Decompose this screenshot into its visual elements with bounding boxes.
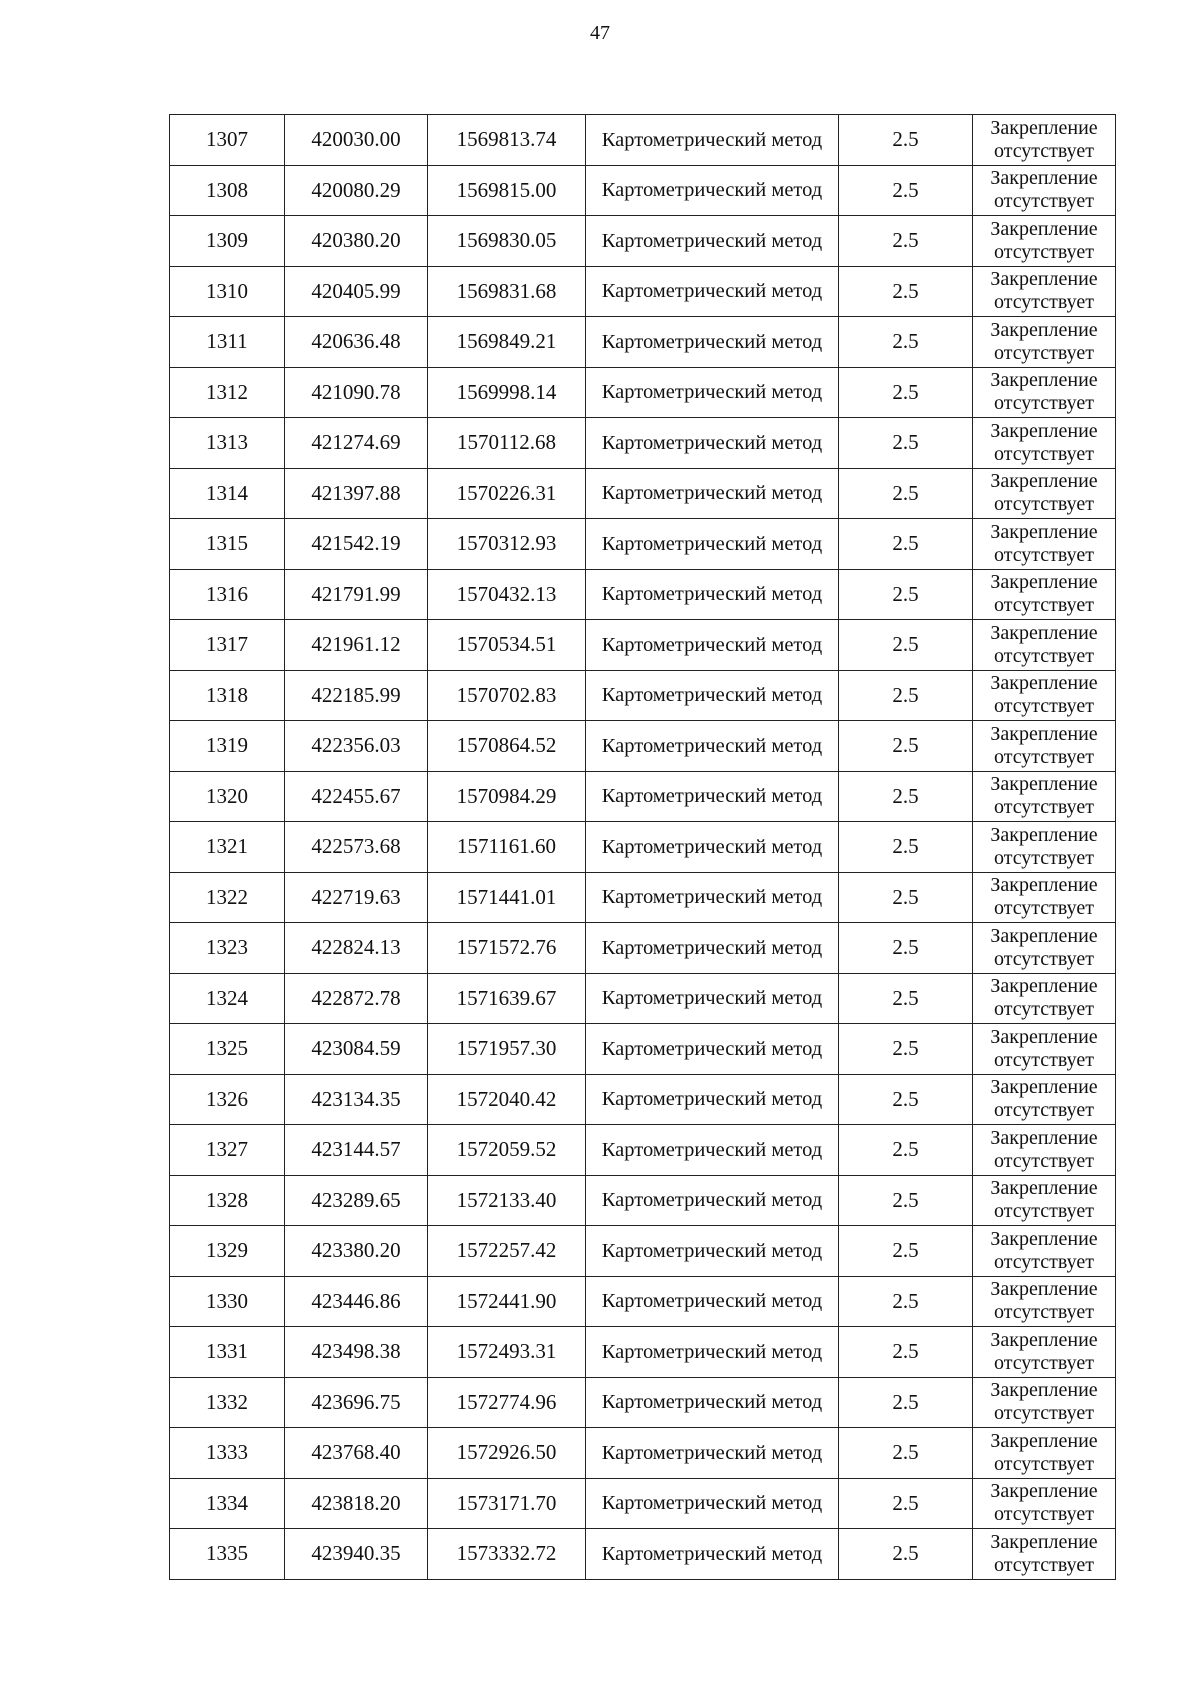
- x-coordinate-cell: 423380.20: [285, 1226, 428, 1277]
- marker-note-line-1: Закрепление: [990, 419, 1098, 442]
- y-coordinate-cell: 1571161.60: [428, 822, 586, 873]
- method-cell: Картометрический метод: [586, 468, 839, 519]
- point-number-cell: 1316: [170, 569, 285, 620]
- marker-note-line-1: Закрепление: [990, 1530, 1098, 1553]
- accuracy-cell: 2.5: [839, 468, 973, 519]
- accuracy-cell: 2.5: [839, 367, 973, 418]
- table-row: [170, 418, 1116, 469]
- x-coordinate-cell: 422356.03: [285, 721, 428, 772]
- point-number-cell: 1323: [170, 923, 285, 974]
- marker-note-cell: [973, 317, 1116, 368]
- marker-note-line-2: отсутствует: [993, 1351, 1095, 1374]
- table-row: [170, 1125, 1116, 1176]
- marker-note-line-2: отсутствует: [993, 1250, 1095, 1273]
- point-number-cell: 1325: [170, 1024, 285, 1075]
- x-coordinate-cell: 423818.20: [285, 1478, 428, 1529]
- point-number-cell: 1331: [170, 1327, 285, 1378]
- accuracy-cell: 2.5: [839, 771, 973, 822]
- marker-note-cell: [973, 569, 1116, 620]
- method-cell: Картометрический метод: [586, 1024, 839, 1075]
- accuracy-cell: 2.5: [839, 1327, 973, 1378]
- marker-note-line-1: Закрепление: [990, 1227, 1098, 1250]
- accuracy-cell: 2.5: [839, 1529, 973, 1580]
- marker-note-line-1: Закрепление: [990, 167, 1098, 190]
- x-coordinate-cell: 422719.63: [285, 872, 428, 923]
- y-coordinate-cell: 1570112.68: [428, 418, 586, 469]
- method-cell: Картометрический метод: [586, 771, 839, 822]
- method-cell: Картометрический метод: [586, 367, 839, 418]
- method-cell: Картометрический метод: [586, 1377, 839, 1428]
- marker-note-line-2: отсутствует: [993, 1149, 1095, 1172]
- y-coordinate-cell: 1573171.70: [428, 1478, 586, 1529]
- table-row: [170, 1428, 1116, 1479]
- marker-note-line-2: отсутствует: [993, 543, 1095, 566]
- accuracy-cell: 2.5: [839, 1478, 973, 1529]
- method-cell: Картометрический метод: [586, 1276, 839, 1327]
- method-cell: Картометрический метод: [586, 1125, 839, 1176]
- method-cell: Картометрический метод: [586, 1074, 839, 1125]
- method-cell: Картометрический метод: [586, 1529, 839, 1580]
- x-coordinate-cell: 421542.19: [285, 519, 428, 570]
- marker-note-cell: [973, 1327, 1116, 1378]
- y-coordinate-cell: 1569830.05: [428, 216, 586, 267]
- x-coordinate-cell: 423696.75: [285, 1377, 428, 1428]
- x-coordinate-cell: 423289.65: [285, 1175, 428, 1226]
- x-coordinate-cell: 422455.67: [285, 771, 428, 822]
- accuracy-cell: 2.5: [839, 1024, 973, 1075]
- marker-note-cell: [973, 216, 1116, 267]
- marker-note-line-1: Закрепление: [990, 217, 1098, 240]
- point-number-cell: 1328: [170, 1175, 285, 1226]
- x-coordinate-cell: 422185.99: [285, 670, 428, 721]
- y-coordinate-cell: 1572441.90: [428, 1276, 586, 1327]
- table-row: [170, 216, 1116, 267]
- y-coordinate-cell: 1572493.31: [428, 1327, 586, 1378]
- point-number-cell: 1333: [170, 1428, 285, 1479]
- x-coordinate-cell: 423498.38: [285, 1327, 428, 1378]
- marker-note-line-2: отсутствует: [993, 493, 1095, 516]
- x-coordinate-cell: 421961.12: [285, 620, 428, 671]
- marker-note-line-1: Закрепление: [990, 520, 1098, 543]
- x-coordinate-cell: 423768.40: [285, 1428, 428, 1479]
- marker-note-cell: [973, 1478, 1116, 1529]
- marker-note-line-2: отсутствует: [993, 1301, 1095, 1324]
- x-coordinate-cell: 422824.13: [285, 923, 428, 974]
- marker-note-line-2: отсутствует: [993, 1099, 1095, 1122]
- method-cell: Картометрический метод: [586, 620, 839, 671]
- marker-note-cell: [973, 1125, 1116, 1176]
- point-number-cell: 1322: [170, 872, 285, 923]
- accuracy-cell: 2.5: [839, 115, 973, 166]
- marker-note-line-2: отсутствует: [993, 1200, 1095, 1223]
- accuracy-cell: 2.5: [839, 1175, 973, 1226]
- marker-note-line-2: отсутствует: [993, 897, 1095, 920]
- marker-note-cell: [973, 468, 1116, 519]
- method-cell: Картометрический метод: [586, 1327, 839, 1378]
- method-cell: Картометрический метод: [586, 1478, 839, 1529]
- accuracy-cell: 2.5: [839, 266, 973, 317]
- marker-note-line-1: Закрепление: [990, 1278, 1098, 1301]
- marker-note-line-1: Закрепление: [990, 823, 1098, 846]
- table-row: [170, 872, 1116, 923]
- marker-note-line-2: отсутствует: [993, 1452, 1095, 1475]
- marker-note-line-2: отсутствует: [993, 745, 1095, 768]
- accuracy-cell: 2.5: [839, 216, 973, 267]
- point-number-cell: 1326: [170, 1074, 285, 1125]
- marker-note-cell: [973, 1428, 1116, 1479]
- table-row: [170, 771, 1116, 822]
- marker-note-cell: [973, 822, 1116, 873]
- marker-note-cell: [973, 1377, 1116, 1428]
- marker-note-line-2: отсутствует: [993, 695, 1095, 718]
- marker-note-cell: [973, 923, 1116, 974]
- point-number-cell: 1321: [170, 822, 285, 873]
- point-number-cell: 1330: [170, 1276, 285, 1327]
- table-body: [170, 115, 1116, 1580]
- y-coordinate-cell: 1570984.29: [428, 771, 586, 822]
- table-row: [170, 115, 1116, 166]
- marker-note-line-1: Закрепление: [990, 318, 1098, 341]
- marker-note-line-2: отсутствует: [993, 442, 1095, 465]
- marker-note-cell: [973, 771, 1116, 822]
- table-row: [170, 569, 1116, 620]
- table-row: [170, 468, 1116, 519]
- x-coordinate-cell: 423940.35: [285, 1529, 428, 1580]
- y-coordinate-cell: 1572257.42: [428, 1226, 586, 1277]
- point-number-cell: 1319: [170, 721, 285, 772]
- marker-note-line-2: отсутствует: [993, 392, 1095, 415]
- table-row: [170, 620, 1116, 671]
- marker-note-line-2: отсутствует: [993, 190, 1095, 213]
- table-row: [170, 1074, 1116, 1125]
- marker-note-line-1: Закрепление: [990, 1126, 1098, 1149]
- y-coordinate-cell: 1572040.42: [428, 1074, 586, 1125]
- method-cell: Картометрический метод: [586, 165, 839, 216]
- marker-note-cell: [973, 973, 1116, 1024]
- method-cell: Картометрический метод: [586, 721, 839, 772]
- x-coordinate-cell: 423446.86: [285, 1276, 428, 1327]
- y-coordinate-cell: 1570312.93: [428, 519, 586, 570]
- marker-note-cell: [973, 115, 1116, 166]
- marker-note-line-1: Закрепление: [990, 1328, 1098, 1351]
- method-cell: Картометрический метод: [586, 923, 839, 974]
- marker-note-line-1: Закрепление: [990, 1480, 1098, 1503]
- accuracy-cell: 2.5: [839, 670, 973, 721]
- method-cell: Картометрический метод: [586, 1226, 839, 1277]
- marker-note-line-2: отсутствует: [993, 947, 1095, 970]
- marker-note-line-2: отсутствует: [993, 796, 1095, 819]
- table-row: [170, 317, 1116, 368]
- boundary-points-table: [169, 114, 1116, 1580]
- x-coordinate-cell: 423134.35: [285, 1074, 428, 1125]
- marker-note-line-1: Закрепление: [990, 1379, 1098, 1402]
- point-number-cell: 1307: [170, 115, 285, 166]
- y-coordinate-cell: 1569998.14: [428, 367, 586, 418]
- marker-note-line-1: Закрепление: [990, 975, 1098, 998]
- y-coordinate-cell: 1573332.72: [428, 1529, 586, 1580]
- accuracy-cell: 2.5: [839, 973, 973, 1024]
- accuracy-cell: 2.5: [839, 519, 973, 570]
- method-cell: Картометрический метод: [586, 822, 839, 873]
- y-coordinate-cell: 1572059.52: [428, 1125, 586, 1176]
- page-number: 47: [590, 22, 610, 44]
- y-coordinate-cell: 1570432.13: [428, 569, 586, 620]
- method-cell: Картометрический метод: [586, 266, 839, 317]
- point-number-cell: 1308: [170, 165, 285, 216]
- marker-note-line-1: Закрепление: [990, 470, 1098, 493]
- marker-note-line-1: Закрепление: [990, 1025, 1098, 1048]
- table-row: [170, 1024, 1116, 1075]
- point-number-cell: 1324: [170, 973, 285, 1024]
- table-row: [170, 1377, 1116, 1428]
- table-row: [170, 1226, 1116, 1277]
- x-coordinate-cell: 423084.59: [285, 1024, 428, 1075]
- point-number-cell: 1329: [170, 1226, 285, 1277]
- marker-note-line-1: Закрепление: [990, 924, 1098, 947]
- point-number-cell: 1310: [170, 266, 285, 317]
- x-coordinate-cell: 420030.00: [285, 115, 428, 166]
- method-cell: Картометрический метод: [586, 569, 839, 620]
- marker-note-line-1: Закрепление: [990, 116, 1098, 139]
- marker-note-cell: [973, 1226, 1116, 1277]
- point-number-cell: 1332: [170, 1377, 285, 1428]
- point-number-cell: 1311: [170, 317, 285, 368]
- marker-note-cell: [973, 721, 1116, 772]
- method-cell: Картометрический метод: [586, 670, 839, 721]
- marker-note-cell: [973, 620, 1116, 671]
- point-number-cell: 1318: [170, 670, 285, 721]
- y-coordinate-cell: 1570226.31: [428, 468, 586, 519]
- table-row: [170, 519, 1116, 570]
- y-coordinate-cell: 1572926.50: [428, 1428, 586, 1479]
- point-number-cell: 1335: [170, 1529, 285, 1580]
- marker-note-cell: [973, 519, 1116, 570]
- table-row: [170, 721, 1116, 772]
- accuracy-cell: 2.5: [839, 872, 973, 923]
- marker-note-line-1: Закрепление: [990, 722, 1098, 745]
- accuracy-cell: 2.5: [839, 317, 973, 368]
- table-row: [170, 973, 1116, 1024]
- y-coordinate-cell: 1570534.51: [428, 620, 586, 671]
- marker-note-line-2: отсутствует: [993, 594, 1095, 617]
- point-number-cell: 1315: [170, 519, 285, 570]
- method-cell: Картометрический метод: [586, 1428, 839, 1479]
- method-cell: Картометрический метод: [586, 216, 839, 267]
- x-coordinate-cell: 420080.29: [285, 165, 428, 216]
- method-cell: Картометрический метод: [586, 1175, 839, 1226]
- method-cell: Картометрический метод: [586, 519, 839, 570]
- marker-note-cell: [973, 872, 1116, 923]
- marker-note-cell: [973, 418, 1116, 469]
- point-number-cell: 1309: [170, 216, 285, 267]
- method-cell: Картометрический метод: [586, 418, 839, 469]
- method-cell: Картометрический метод: [586, 317, 839, 368]
- x-coordinate-cell: 421397.88: [285, 468, 428, 519]
- x-coordinate-cell: 420405.99: [285, 266, 428, 317]
- marker-note-line-1: Закрепление: [990, 773, 1098, 796]
- point-number-cell: 1317: [170, 620, 285, 671]
- marker-note-line-2: отсутствует: [993, 291, 1095, 314]
- marker-note-cell: [973, 1074, 1116, 1125]
- table-row: [170, 1478, 1116, 1529]
- marker-note-cell: [973, 1276, 1116, 1327]
- accuracy-cell: 2.5: [839, 1074, 973, 1125]
- table-row: [170, 670, 1116, 721]
- y-coordinate-cell: 1571957.30: [428, 1024, 586, 1075]
- marker-note-line-2: отсутствует: [993, 644, 1095, 667]
- marker-note-cell: [973, 1529, 1116, 1580]
- marker-note-line-2: отсутствует: [993, 1402, 1095, 1425]
- table-row: [170, 1175, 1116, 1226]
- point-number-cell: 1312: [170, 367, 285, 418]
- marker-note-line-1: Закрепление: [990, 1177, 1098, 1200]
- x-coordinate-cell: 423144.57: [285, 1125, 428, 1176]
- x-coordinate-cell: 421274.69: [285, 418, 428, 469]
- marker-note-cell: [973, 1175, 1116, 1226]
- marker-note-line-1: Закрепление: [990, 268, 1098, 291]
- method-cell: Картометрический метод: [586, 115, 839, 166]
- accuracy-cell: 2.5: [839, 569, 973, 620]
- y-coordinate-cell: 1569815.00: [428, 165, 586, 216]
- accuracy-cell: 2.5: [839, 1125, 973, 1176]
- marker-note-line-2: отсутствует: [993, 846, 1095, 869]
- x-coordinate-cell: 421791.99: [285, 569, 428, 620]
- table-row: [170, 1529, 1116, 1580]
- y-coordinate-cell: 1569831.68: [428, 266, 586, 317]
- table-row: [170, 266, 1116, 317]
- point-number-cell: 1334: [170, 1478, 285, 1529]
- x-coordinate-cell: 422573.68: [285, 822, 428, 873]
- accuracy-cell: 2.5: [839, 1377, 973, 1428]
- accuracy-cell: 2.5: [839, 620, 973, 671]
- method-cell: Картометрический метод: [586, 872, 839, 923]
- y-coordinate-cell: 1572133.40: [428, 1175, 586, 1226]
- y-coordinate-cell: 1569849.21: [428, 317, 586, 368]
- marker-note-line-1: Закрепление: [990, 672, 1098, 695]
- marker-note-cell: [973, 266, 1116, 317]
- y-coordinate-cell: 1570702.83: [428, 670, 586, 721]
- point-number-cell: 1320: [170, 771, 285, 822]
- accuracy-cell: 2.5: [839, 923, 973, 974]
- table-row: [170, 1327, 1116, 1378]
- marker-note-line-2: отсутствует: [993, 240, 1095, 263]
- marker-note-line-2: отсутствует: [993, 139, 1095, 162]
- accuracy-cell: 2.5: [839, 1428, 973, 1479]
- accuracy-cell: 2.5: [839, 165, 973, 216]
- marker-note-line-1: Закрепление: [990, 874, 1098, 897]
- accuracy-cell: 2.5: [839, 418, 973, 469]
- x-coordinate-cell: 421090.78: [285, 367, 428, 418]
- marker-note-line-2: отсутствует: [993, 1048, 1095, 1071]
- accuracy-cell: 2.5: [839, 721, 973, 772]
- y-coordinate-cell: 1571441.01: [428, 872, 586, 923]
- method-cell: Картометрический метод: [586, 973, 839, 1024]
- point-number-cell: 1313: [170, 418, 285, 469]
- y-coordinate-cell: 1569813.74: [428, 115, 586, 166]
- table-row: [170, 1276, 1116, 1327]
- x-coordinate-cell: 422872.78: [285, 973, 428, 1024]
- accuracy-cell: 2.5: [839, 822, 973, 873]
- point-number-cell: 1327: [170, 1125, 285, 1176]
- y-coordinate-cell: 1570864.52: [428, 721, 586, 772]
- marker-note-line-2: отсутствует: [993, 341, 1095, 364]
- marker-note-line-2: отсутствует: [993, 1553, 1095, 1576]
- marker-note-cell: [973, 367, 1116, 418]
- marker-note-line-2: отсутствует: [993, 998, 1095, 1021]
- x-coordinate-cell: 420380.20: [285, 216, 428, 267]
- marker-note-line-2: отсутствует: [993, 1503, 1095, 1526]
- marker-note-line-1: Закрепление: [990, 1076, 1098, 1099]
- marker-note-cell: [973, 1024, 1116, 1075]
- table-row: [170, 165, 1116, 216]
- y-coordinate-cell: 1571639.67: [428, 973, 586, 1024]
- marker-note-line-1: Закрепление: [990, 1429, 1098, 1452]
- table-row: [170, 367, 1116, 418]
- point-number-cell: 1314: [170, 468, 285, 519]
- marker-note-cell: [973, 670, 1116, 721]
- marker-note-line-1: Закрепление: [990, 369, 1098, 392]
- marker-note-cell: [973, 165, 1116, 216]
- marker-note-line-1: Закрепление: [990, 621, 1098, 644]
- accuracy-cell: 2.5: [839, 1226, 973, 1277]
- y-coordinate-cell: 1571572.76: [428, 923, 586, 974]
- table-row: [170, 923, 1116, 974]
- y-coordinate-cell: 1572774.96: [428, 1377, 586, 1428]
- table-row: [170, 822, 1116, 873]
- x-coordinate-cell: 420636.48: [285, 317, 428, 368]
- accuracy-cell: 2.5: [839, 1276, 973, 1327]
- marker-note-line-1: Закрепление: [990, 571, 1098, 594]
